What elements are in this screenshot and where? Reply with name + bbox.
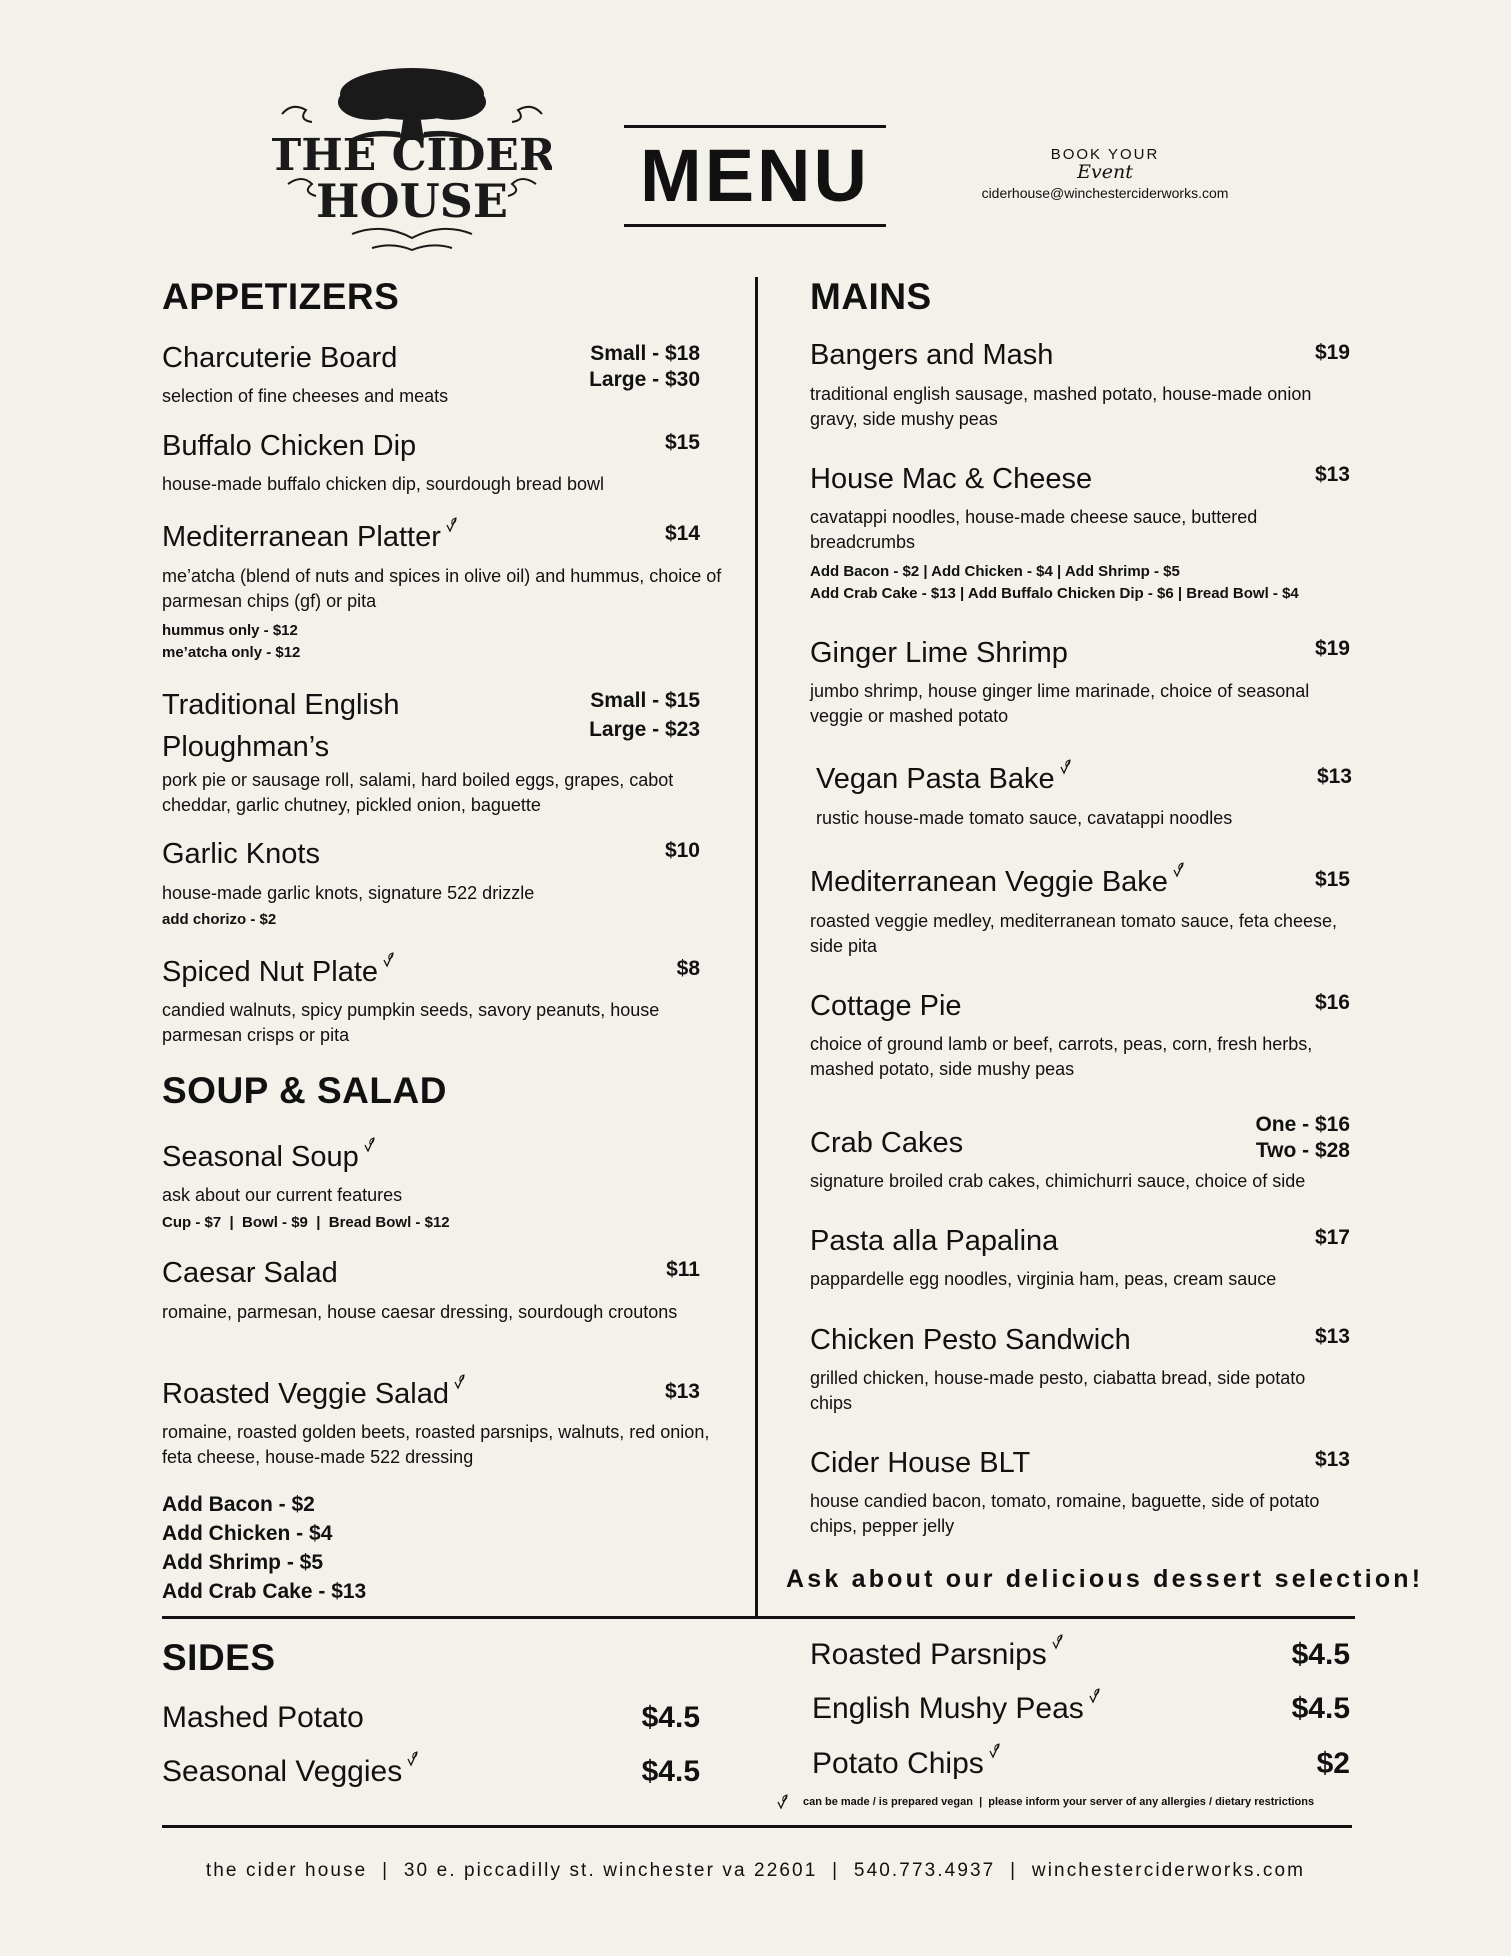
item-name [162,684,400,768]
item-desc: house candied bacon, tomato, romaine, baguette, side of potato chips, pepper jelly [810,1491,1320,1536]
side-name [810,1638,1064,1672]
side-name: Mashed Potato [162,1701,364,1734]
item-desc: selection of fine cheeses and meats [162,386,449,406]
column-divider [755,277,758,1617]
legend-text: can be made / is prepared vegan | please inform your server of any allergies / dietary restrictions [803,1796,1315,1808]
item-name: Pasta alla Papalina [810,1225,1059,1257]
price-large: Large - $30 [589,368,700,391]
price-two: Two - $28 [1255,1139,1350,1162]
menu-title: MENU [640,134,870,217]
side-price: $4.5 [641,1701,700,1734]
item-price: $13 [1314,463,1350,486]
item-name-text: Mediterranean Veggie Bake [810,866,1168,898]
item-desc: jumbo shrimp, house ginger lime marinade, choice of seasonal veggie or mashed potato [810,681,1310,726]
vegan-leaf-icon [776,1794,789,1810]
item-option: Add Crab Cake - $13 | Add Buffalo Chicken Dip - $6 | Bread Bowl - $4 [810,585,1299,602]
side-price: $4.5 [1291,1692,1350,1725]
item-option: add chorizo - $2 [162,911,277,928]
item-price: $14 [664,522,700,545]
item-desc: candied walnuts, spicy pumpkin seeds, savory peanuts, house parmesan crisps or pita [162,1000,660,1045]
item-name [162,521,458,554]
item-desc: grilled chicken, house-made pesto, ciabatta bread, side potato chips [810,1368,1306,1413]
side-name [812,1747,1001,1781]
item-price: $15 [1314,868,1350,891]
price-one: One - $16 [1255,1113,1350,1136]
vegan-leaf-icon [453,1374,466,1390]
item-name: Cider House BLT [810,1447,1031,1479]
item-desc: cavatappi noodles, house-made cheese sauce, buttered breadcrumbs [810,507,1258,552]
section-title-sides: SIDES [162,1637,276,1678]
vegan-leaf-icon [988,1743,1001,1759]
item-desc: signature broiled crab cakes, chimichurri sauce, choice of side [810,1171,1306,1191]
item-desc: pappardelle egg noodles, virginia ham, peas, cream sauce [810,1269,1277,1289]
price-small: Small - $15 [590,689,700,712]
side-name-text: Roasted Parsnips [810,1638,1047,1671]
item-name: House Mac & Cheese [810,463,1093,495]
footer-contact: the cider house | 30 e. piccadilly st. winchester va 22601 | 540.773.4937 | winchesterciderworks.com [205,1860,1306,1881]
item-name [816,763,1072,796]
side-price: $4.5 [1291,1638,1350,1671]
vegan-leaf-icon [1172,862,1185,878]
vegan-leaf-icon [382,952,395,968]
item-name-text: Roasted Veggie Salad [162,1378,449,1410]
item-price: $13 [664,1380,700,1403]
item-name-text: Mediterranean Platter [162,521,441,553]
section-title-mains: MAINS [810,276,932,317]
item-name-line1: Traditional English [162,689,400,721]
item-desc: choice of ground lamb or beef, carrots, peas, corn, fresh herbs, mashed potato, side mushy peas [810,1034,1313,1079]
addon-item: Add Crab Cake - $13 [162,1580,367,1603]
section-title-appetizers: APPETIZERS [162,276,400,317]
side-name [812,1692,1101,1726]
item-name: Ginger Lime Shrimp [810,637,1068,669]
item-option: Add Bacon - $2 | Add Chicken - $4 | Add Shrimp - $5 [810,563,1180,580]
tree-emblem-icon [272,62,552,258]
item-name-line2: Ploughman’s [162,731,330,763]
side-price: $4.5 [641,1755,700,1788]
vegan-leaf-icon [445,517,458,533]
side-name-text: English Mushy Peas [812,1692,1084,1725]
item-desc: me’atcha (blend of nuts and spices in olive oil) and hummus, choice of parmesan chips (gf) or pita [162,566,722,611]
item-desc: rustic house-made tomato sauce, cavatappi noodles [816,808,1233,828]
item-desc: traditional english sausage, mashed potato, house-made onion gravy, side mushy peas [810,384,1312,429]
item-desc: pork pie or sausage roll, salami, hard boiled eggs, grapes, cabot cheddar, garlic chutney, pickled onion, baguette [162,770,674,815]
item-desc: house-made garlic knots, signature 522 drizzle [162,883,535,903]
vegan-legend [776,1794,1314,1810]
vegan-leaf-icon [1088,1688,1101,1704]
item-price: $19 [1314,341,1350,364]
item-desc: romaine, roasted golden beets, roasted parsnips, walnuts, red onion, feta cheese, house-made 522 dressing [162,1422,710,1467]
item-desc: ask about our current features [162,1185,403,1205]
price-large: Large - $23 [589,718,700,741]
vegan-leaf-icon [406,1751,419,1767]
item-desc: house-made buffalo chicken dip, sourdough bread bowl [162,474,604,494]
item-price: $13 [1314,1325,1350,1348]
item-name [162,1141,376,1174]
item-price: $11 [666,1258,700,1281]
svg-text:HOUSE: HOUSE [316,174,508,228]
sides-divider [162,1616,1355,1619]
item-name: Cottage Pie [810,990,962,1022]
item-name: Crab Cakes [810,1127,964,1159]
item-name: Bangers and Mash [810,339,1054,371]
addon-item: Add Bacon - $2 [162,1493,315,1516]
item-price: $13 [1316,765,1352,788]
item-name: Charcuterie Board [162,342,398,374]
book-your-label: BOOK YOUR [1050,146,1160,163]
item-price [1190,1112,1350,1164]
dessert-note: Ask about our delicious dessert selection! [786,1565,1424,1593]
item-price: $15 [664,431,700,454]
event-script-label: Event [1077,161,1133,183]
addon-item: Add Chicken - $4 [162,1522,333,1545]
item-name [810,866,1185,899]
item-desc: romaine, parmesan, house caesar dressing, sourdough croutons [162,1302,678,1322]
cider-house-logo [272,62,552,258]
item-price: $8 [676,957,700,980]
contact-email[interactable]: ciderhouse@winchesterciderworks.com [981,185,1229,201]
item-name-text: Vegan Pasta Bake [816,763,1055,795]
footer-divider [162,1825,1352,1828]
salad-addons [162,1490,366,1606]
item-name [162,1378,466,1411]
item-name-text: Seasonal Soup [162,1141,359,1173]
item-name: Garlic Knots [162,838,320,870]
item-name: Buffalo Chicken Dip [162,430,417,462]
price-small: Small - $18 [590,342,700,365]
vegan-leaf-icon [1051,1634,1064,1650]
item-price: $16 [1314,991,1350,1014]
side-name-text: Potato Chips [812,1747,984,1780]
addon-item: Add Shrimp - $5 [162,1551,324,1574]
side-price: $2 [1316,1747,1350,1780]
item-name: Caesar Salad [162,1257,338,1289]
item-price: $19 [1314,637,1350,660]
item-option: hummus only - $12 [162,622,298,639]
item-option: me’atcha only - $12 [162,644,301,661]
section-title-soup-salad: SOUP & SALAD [162,1070,447,1111]
item-name: Chicken Pesto Sandwich [810,1324,1131,1356]
item-name-text: Spiced Nut Plate [162,956,379,988]
side-name-text: Seasonal Veggies [162,1755,403,1788]
svg-text:THE CIDER: THE CIDER [272,130,552,181]
menu-title-box [624,125,886,227]
item-price: $13 [1314,1448,1350,1471]
book-event [950,146,1260,201]
item-desc: roasted veggie medley, mediterranean tomato sauce, feta cheese, side pita [810,911,1337,956]
side-name [162,1755,419,1789]
item-name [162,956,395,989]
item-price: $17 [1314,1226,1350,1249]
vegan-leaf-icon [1059,759,1072,775]
vegan-leaf-icon [363,1137,376,1153]
item-option: Cup - $7 | Bowl - $9 | Bread Bowl - $12 [162,1214,450,1231]
item-price [540,686,700,744]
item-price: $10 [664,839,700,862]
